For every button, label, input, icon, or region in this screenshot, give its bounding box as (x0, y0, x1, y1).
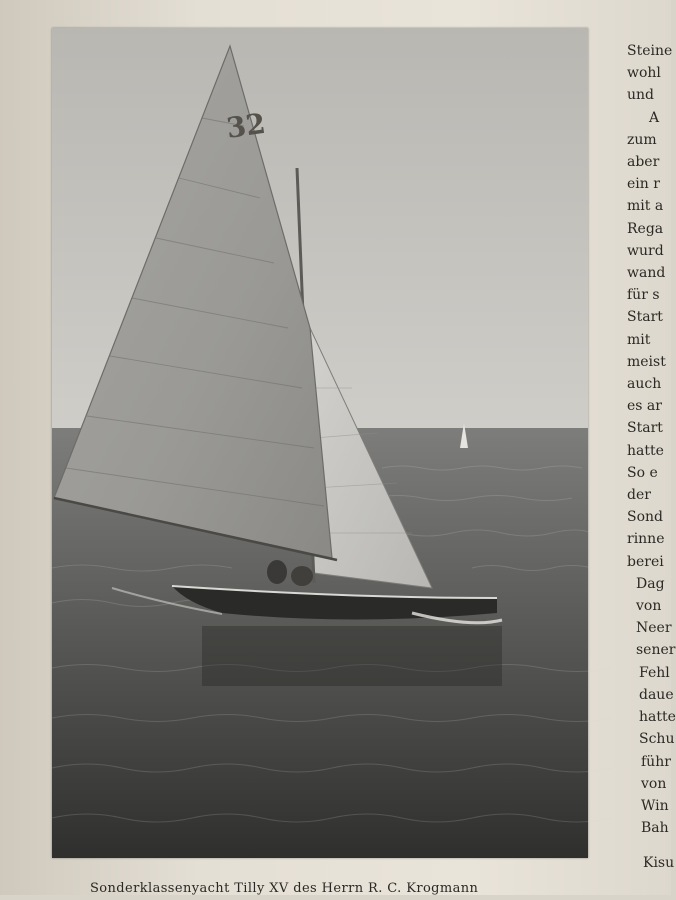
column-line: daue (639, 686, 674, 703)
column-line: Sond (627, 509, 663, 526)
column-line: Fehl (639, 664, 670, 681)
column-line: sener (636, 642, 676, 659)
column-line: ein r (627, 176, 660, 193)
column-line: wand (627, 265, 666, 282)
column-line: von (641, 775, 667, 792)
column-line: wohl (627, 65, 661, 82)
column-line: Start (627, 420, 663, 437)
crew-member (267, 560, 287, 584)
column-line: hatte (627, 442, 664, 459)
column-line: auch (627, 376, 662, 393)
column-line: mit (627, 331, 651, 348)
column-line: wurd (627, 242, 664, 259)
crew-member (291, 566, 313, 586)
column-line: aber (627, 154, 660, 171)
column-line: Schu (639, 731, 675, 748)
sailing-yacht-photo (52, 28, 588, 858)
column-line: Rega (627, 220, 664, 237)
column-line (627, 839, 671, 852)
column-line: Start (627, 309, 663, 326)
column-line: Steine (627, 43, 673, 59)
photo-illustration (52, 28, 588, 858)
column-line: berei (627, 553, 664, 570)
column-line: Kisu (643, 855, 675, 872)
column-line: der (627, 487, 651, 504)
column-line: von (636, 598, 662, 615)
column-line: meist (627, 353, 666, 370)
column-line: für s (627, 287, 660, 304)
column-line: Bah (641, 820, 669, 837)
column-line: zum (627, 131, 657, 148)
column-line: Dag (636, 575, 665, 592)
column-line: Win (641, 797, 669, 814)
column-line: So e (627, 464, 658, 481)
column-line: mit a (627, 198, 664, 215)
column-line: rinne (627, 531, 665, 548)
column-line: es ar (627, 398, 662, 415)
sail-number: 32 (224, 106, 268, 145)
column-line: hatte (639, 709, 676, 726)
column-line: und (627, 87, 654, 104)
column-line: Neer (636, 620, 672, 637)
column-line: führ (641, 753, 671, 770)
text-column-fragment (627, 40, 676, 900)
photo-caption: Sonderklassenyacht Tilly XV des Herrn R. C. Krogmann (90, 881, 479, 896)
column-line: A (649, 109, 660, 126)
hull-reflection (202, 626, 502, 686)
